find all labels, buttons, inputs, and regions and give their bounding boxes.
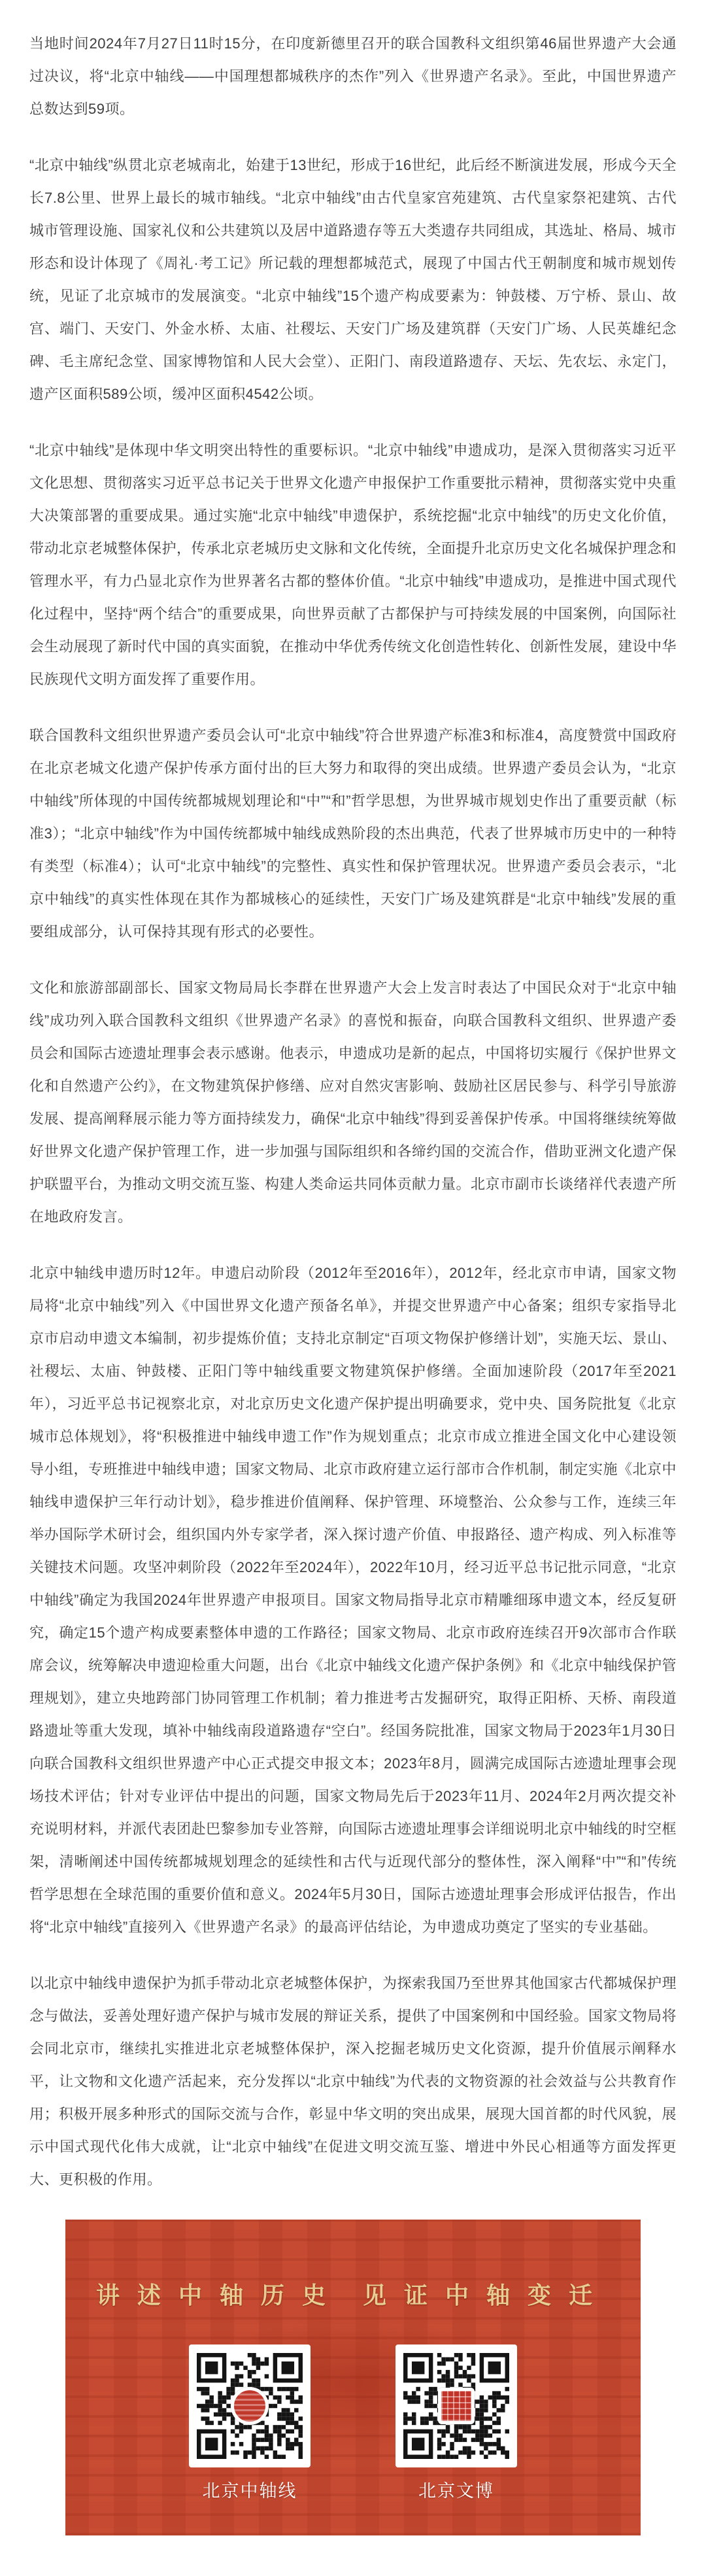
- qr-column-axis: [189, 2344, 311, 2502]
- paragraph-axis-overview: “北京中轴线”纵贯北京老城南北，始建于13世纪，形成于16世纪，此后经不断演进发展，形成今天全长7.8公里、世界上最长的城市轴线。“北京中轴线”由古代皇家宫苑建筑、古代皇家祭祀建筑、古代城市管理设施、国家礼仪和公共建筑以及居中道路遗存等五大类遗存共同组成，其选址、格局、城市形态和设计体现了《周礼·考工记》所记载的理想都城范式，展现了中国古代王朝制度和城市规划传统，见证了北京城市的发展演变。“北京中轴线”15个遗产构成要素为：钟鼓楼、万宁桥、景山、故宫、端门、天安门、外金水桥、太庙、社稷坛、天安门广场及建筑群（天安门广场、人民英雄纪念碑、毛主席纪念堂、国家博物馆和人民大会堂）、正阳门、南段道路遗存、天坛、先农坛、永定门，遗产区面积589公顷，缓冲区面积4542公顷。: [29, 157, 677, 402]
- qr-center-red-circle-seal-icon: [231, 2387, 269, 2425]
- banner-slogan: [96, 2277, 610, 2310]
- qr-label-wenbo: 北京文博: [418, 2481, 494, 2501]
- qr-row: [189, 2344, 517, 2502]
- qr-column-wenbo: [395, 2344, 517, 2502]
- banner-slogan-right: 见证中轴变迁: [363, 2282, 611, 2309]
- bottom-whitespace: [0, 2556, 706, 2576]
- promo-banner: [65, 2220, 641, 2535]
- qr-code-beijing-central-axis[interactable]: [189, 2344, 311, 2467]
- paragraph-announcement: 当地时间2024年7月27日11时15分，在印度新德里召开的联合国教科文组织第46届世界遗产大会通过决议，将“北京中轴线——中国理想都城秩序的杰作”列入《世界遗产名录》。至此，中国世界遗产总数达到59项。: [29, 35, 677, 117]
- paragraph-significance: “北京中轴线”是体现中华文明突出特性的重要标识。“北京中轴线”申遗成功，是深入贯彻落实习近平文化思想、贯彻落实习近平总书记关于世界文化遗产申报保护工作重要批示精神，贯彻落实党中央重大决策部署的重要成果。通过实施“北京中轴线”申遗保护，系统挖掘“北京中轴线”的历史文化价值，带动北京老城整体保护，传承北京老城历史文脉和文化传统，全面提升北京历史文化名城保护理念和管理水平，有力凸显北京作为世界著名古都的整体价值。“北京中轴线”申遗成功，是推进中国式现代化过程中，坚持“两个结合”的重要成果，向世界贡献了古都保护与可持续发展的中国案例，向国际社会生动展现了新时代中国的真实面貌，在推动中华优秀传统文化创造性转化、创新性发展，建设中华民族现代文明方面发挥了重要作用。: [29, 442, 677, 687]
- paragraph-unesco-review: 联合国教科文组织世界遗产委员会认可“北京中轴线”符合世界遗产标准3和标准4，高度赞赏中国政府在北京老城文化遗产保护传承方面付出的巨大努力和取得的突出成绩。世界遗产委员会认为，“北京中轴线”所体现的中国传统都城规划理论和“中”“和”哲学思想，为世界城市规划史作出了重要贡献（标准3）；“北京中轴线”作为中国传统都城中轴线成熟阶段的杰出典范，代表了世界城市历史中的一种特有类型（标准4）；认可“北京中轴线”的完整性、真实性和保护管理状况。世界遗产委员会表示，“北京中轴线”的真实性体现在其作为都城核心的延续性，天安门广场及建筑群是“北京中轴线”发展的重要组成部分，认可保持其现有形式的必要性。: [29, 727, 677, 940]
- banner-slogan-left: 讲述中轴历史: [95, 2282, 343, 2309]
- qr-center-red-square-seal-icon: [438, 2388, 475, 2424]
- paragraph-application-timeline: 北京中轴线申遗历时12年。申遗启动阶段（2012年至2016年），2012年，经北京市申请，国家文物局将“北京中轴线”列入《中国世界文化遗产预备名单》，并提交世界遗产中心备案；组织专家指导北京市启动申遗文本编制，初步提炼价值；支持北京制定“百项文物保护修缮计划”，实施天坛、景山、社稷坛、太庙、钟鼓楼、正阳门等中轴线重要文物建筑保护修缮。全面加速阶段（2017年至2021年），习近平总书记视察北京，对北京历史文化遗产保护提出明确要求，党中央、国务院批复《北京城市总体规划》，将“积极推进中轴线申遗工作”作为规划重点；北京市成立推进全国文化中心建设领导小组，专班推进中轴线申遗；国家文物局、北京市政府建立运行部市合作机制，制定实施《北京中轴线申遗保护三年行动计划》，稳步推进价值阐释、保护管理、环境整治、公众参与工作，连续三年举办国际学术研讨会，组织国内外专家学者，深入探讨遗产价值、申报路径、遗产构成、列入标准等关键技术问题。攻坚冲刺阶段（2022年至2024年），2022年10月，经习近平总书记批示同意，“北京中轴线”确定为我国2024年世界遗产申报项目。国家文物局指导北京市精雕细琢申遗文本，经反复研究，确定15个遗产构成要素整体申遗的工作路径；国家文物局、北京市政府连续召开9次部市合作联席会议，统筹解决申遗迎检重大问题，出台《北京中轴线文化遗产保护条例》和《北京中轴线保护管理规划》，建立央地跨部门协同管理工作机制；着力推进考古发掘研究，取得正阳桥、天桥、南段道路遗址等重大发现，填补中轴线南段道路遗存“空白”。经国务院批准，国家文物局于2023年1月30日向联合国教科文组织世界遗产中心正式提交申报文本；2023年8月，圆满完成国际古迹遗址理事会现场技术评估；针对专业评估中提出的问题，国家文物局先后于2023年11月、2024年2月两次提交补充说明材料，并派代表团赴巴黎参加专业答辩，向国际古迹遗址理事会详细说明北京中轴线的时空框架，清晰阐述中国传统都城规划理念的延续性和古代与近现代部分的整体性，深入阐释“中”“和”传统哲学思想在全球范围的重要价值和意义。2024年5月30日，国际古迹遗址理事会形成评估报告，作出将“北京中轴线”直接列入《世界遗产名录》的最高评估结论，为申遗成功奠定了坚实的专业基础。: [29, 1265, 677, 1935]
- paragraph-future-outlook: 以北京中轴线申遗保护为抓手带动北京老城整体保护，为探索我国乃至世界其他国家古代都城保护理念与做法，妥善处理好遗产保护与城市发展的辩证关系，提供了中国案例和中国经验。国家文物局将会同北京市，继续扎实推进北京老城整体保护，深入挖掘老城历史文化资源，提升价值展示阐释水平，让文物和文化遗产活起来，充分发挥以“北京中轴线”为代表的文物资源的社会效益与公共教育作用；积极开展多种形式的国际交流与合作，彰显中华文明的突出成果，展现大国首都的时代风貌，展示中国式现代化伟大成就，让“北京中轴线”在促进文明交流互鉴、增进中外民心相通等方面发挥更大、更积极的作用。: [29, 1975, 677, 2188]
- paragraph-official-remarks: 文化和旅游部副部长、国家文物局局长李群在世界遗产大会上发言时表达了中国民众对于“北京中轴线”成功列入联合国教科文组织《世界遗产名录》的喜悦和振奋，向联合国教科文组织、世界遗产委员会和国际古迹遗址理事会表示感谢。他表示，申遗成功是新的起点，中国将切实履行《保护世界文化和自然遗产公约》，在文物建筑保护修缮、应对自然灾害影响、鼓励社区居民参与、科学引导旅游发展、提高阐释展示能力等方面持续发力，确保“北京中轴线”得到妥善保护传承。中国将继续统筹做好世界文化遗产保护管理工作，进一步加强与国际组织和各缔约国的交流合作，借助亚洲文化遗产保护联盟平台，为推动文明交流互鉴、构建人类命运共同体贡献力量。北京市副市长谈绪祥代表遗产所在地政府发言。: [29, 980, 677, 1225]
- qr-code-beijing-wenbo[interactable]: [395, 2344, 517, 2467]
- qr-label-axis: 北京中轴线: [202, 2481, 297, 2501]
